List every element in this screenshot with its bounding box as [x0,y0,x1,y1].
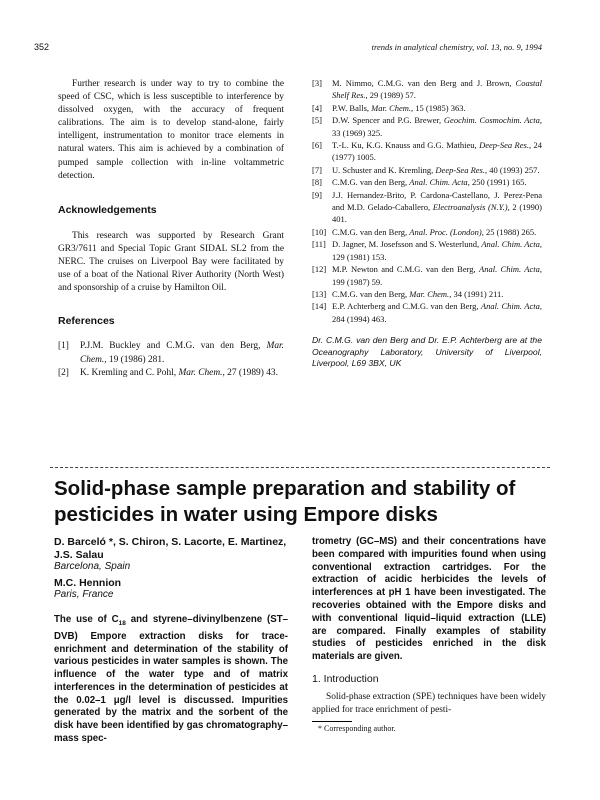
reference-item: [7] U. Schuster and K. Kremling, Deep-Sea Res., 40 (1993) 257. [312,164,540,175]
introduction-heading: 1. Introduction [312,672,379,685]
prev-right-column [312,77,542,370]
author-signature: Dr. C.M.G. van den Berg and Dr. E.P. Achterberg are at the Oceanography Laboratory, University of Liverpool, Liverpool, L69 3BX, UK [312,335,542,369]
acknowledgements-heading: Acknowledgements [58,203,157,216]
article-left-column [54,536,288,746]
article-right-column [312,536,546,735]
reference-item: [5] D.W. Spencer and P.G. Brewer, Geochim. Cosmochim. Acta, 33 (1969) 325. [312,115,542,138]
acknowledgements-text: This research was supported by Research Grant GR3/7611 and Special Topic Grant SIDAL SL2 from the NERC. The cruises on Liverpool Bay were facilitated by use of a boat of the National River Authority (North West) and sponsorship of a cruise by Hamilton Oil. [58,230,284,294]
reference-item: [14] E.P. Achterberg and C.M.G. van den Berg, Anal. Chim. Acta, 284 (1994) 463. [312,301,542,324]
journal-header: trends in analytical chemistry, vol. 13, no. 9, 1994 [371,42,542,52]
reference-item: [1] P.J.M. Buckley and C.M.G. van den Berg, Mar. Chem., 19 (1986) 281. [58,341,284,365]
closing-paragraph: Further research is under way to try to combine the speed of CSC, which is less susceptible to interference by dissolved oxygen, with the accuracy of frequent calibrations. The aim is to develop stand-alone, fairly intelligent, instrumentation to monitor trace elements in natural waters. This aim is achieved by a combination of pumped sample collection with in-line voltammetric detection. [58,79,284,181]
reference-item: [9] J.J. Hernandez-Brito, P. Cardona-Castellano, J. Perez-Pena and M.D. Gelado-Caballero, Electroanalysis (N.Y.), 2 (1990) 401. [312,189,542,225]
authors-group-1: D. Barceló *, S. Chiron, S. Lacorte, E. Martinez, J.S. Salau [54,536,287,561]
reference-item: [12] M.P. Newton and C.M.G. van den Berg, Anal. Chim. Acta, 199 (1987) 59. [312,264,542,287]
reference-item: [13] C.M.G. van den Berg, Mar. Chem., 34 (1991) 211. [312,288,504,299]
reference-item: [10] C.M.G. van den Berg, Anal. Proc. (London), 25 (1988) 265. [312,226,537,237]
affiliation-1: Barcelona, Spain [54,561,131,573]
reference-item: [3] M. Nimmo, C.M.G. van den Berg and J. Brown, Coastal Shelf Res., 29 (1989) 57. [312,78,542,101]
running-header [0,42,600,56]
reference-item: [4] P.W. Balls, Mar. Chem., 15 (1985) 363. [312,102,466,113]
references-list-right [312,77,542,325]
references-heading: References [58,315,115,328]
reference-item: [8] C.M.G. van den Berg, Anal. Chim. Acta, 250 (1991) 165. [312,177,527,188]
reference-item: [11] D. Jagner, M. Josefsson and S. Westerlund, Anal. Chim. Acta, 129 (1981) 153. [312,239,542,262]
authors-group-2: M.C. Hennion [54,576,122,589]
reference-item: [6] T.-L. Ku, K.G. Knauss and G.G. Mathieu, Deep-Sea Res., 24 (1977) 1005. [312,140,542,163]
reference-item: [2] K. Kremling and C. Pohl, Mar. Chem., 27 (1989) 43. [58,367,278,378]
article-title: Solid-phase sample preparation and stability of pesticides in water using Empore disks [54,477,516,526]
page-number: 352 [34,42,50,52]
abstract: The use of $C_{18}$ and styrene–divinylbenzene (ST–DVB) Empore extraction disks for trace-enrichment and determination of the stability of various pesticides in water samples is shown. The influence of the water type and of matrix interferences in the determination of pesticides at the 0.02–1 μg/l level is discussed. Impurities generated by the matrix and the sorbent of the disk have been identified by gas chromatography–mass spec- [54,613,288,745]
introduction-text: Solid-phase extraction (SPE) techniques have been widely applied for trace enrichment of pesti- [312,692,546,716]
prev-left-column [58,78,284,380]
affiliation-2: Paris, France [54,589,114,601]
references-list-left [58,340,284,379]
abstract-continued: trometry (GC–MS) and their concentrations have been compared with impurities found when using conventional extraction cartridges. For the extraction of acidic herbicides the levels of interferences at pH 1 have been investigated. The recoveries obtained with the Empore disks and with conventional liquid–liquid extraction (LLE) are compared. Finally examples of stability studies of pesticides enriched in the disk materials are given. [312,536,546,663]
article-divider [50,467,550,468]
footnote: * Corresponding author. [318,724,396,734]
